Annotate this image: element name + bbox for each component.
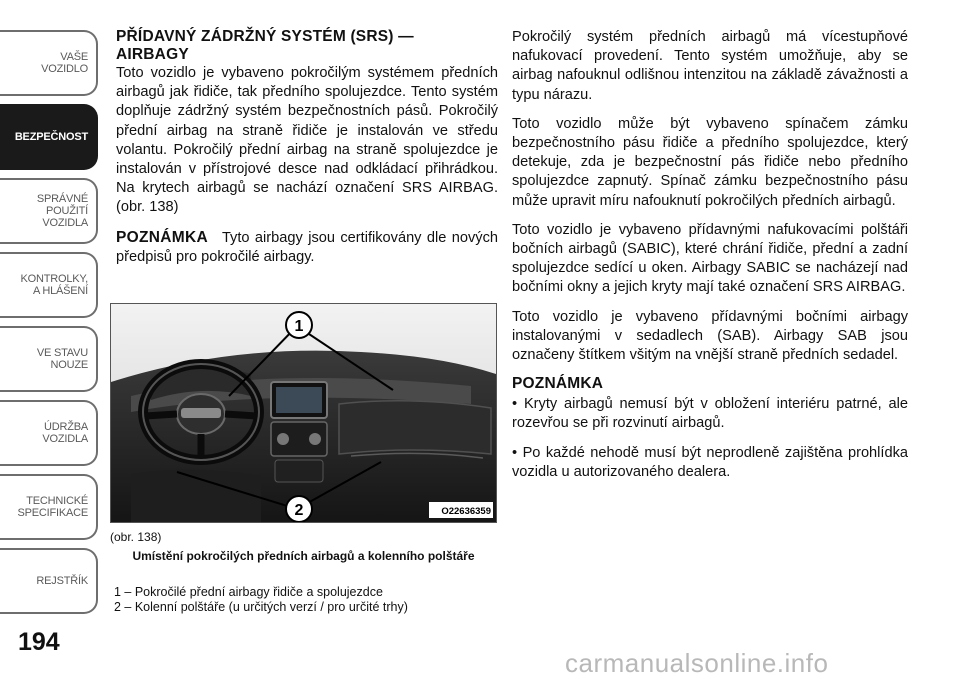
- note-bullet-2: • Po každé nehodě musí být neprodleně zajištěna prohlídka vozidla u autorizovaného dealera.: [512, 444, 908, 480]
- tab-label: VE STAVU NOUZE: [36, 347, 88, 371]
- figure-code: O22636359: [441, 506, 491, 517]
- tab-spravne-pouziti[interactable]: [0, 178, 98, 244]
- paragraph-sab: Toto vozidlo je vybaveno přídavnými bočními airbagy instalovanými v sedadlech (SAB). Airbagy SAB jsou označeny štítkem všitým na vnější straně předních sedadel.: [512, 308, 908, 364]
- tab-label: BEZPEČNOST: [14, 131, 88, 143]
- tab-label: ÚDRŽBA VOZIDLA: [42, 421, 88, 445]
- note-label: POZNÁMKA: [116, 228, 208, 246]
- note-heading: POZNÁMKA: [512, 375, 604, 393]
- dashboard-airbag-figure: [110, 303, 497, 523]
- tab-vase-vozidlo[interactable]: [0, 30, 98, 96]
- legend-item-2: 2 – Kolenní polštáře (u určitých verzí / pro určité trhy): [114, 600, 408, 614]
- figure-caption: Umístění pokročilých předních airbagů a kolenního polštáře: [132, 549, 475, 563]
- tab-label: VAŠE VOZIDLO: [41, 51, 88, 75]
- tab-rejstrik[interactable]: [0, 548, 98, 614]
- tab-technicke-specifikace[interactable]: [0, 474, 98, 540]
- tab-udrzba[interactable]: [0, 400, 98, 466]
- figure-reference: (obr. 138): [110, 530, 162, 544]
- tab-label: TECHNICKÉ SPECIFIKACE: [17, 495, 88, 519]
- watermark: carmanualsonline.info: [565, 648, 829, 678]
- figure-legend: [114, 585, 408, 615]
- section-heading: [116, 28, 498, 64]
- tab-label: KONTROLKY, A HLÁŠENÍ: [20, 273, 88, 297]
- left-column: [116, 28, 498, 267]
- tab-ve-stavu-nouze[interactable]: [0, 326, 98, 392]
- page-number: 194: [18, 628, 60, 656]
- right-column: [512, 28, 908, 492]
- paragraph-sabic: Toto vozidlo je vybaveno přídavnými nafukovacími polštáři bočních airbagů (SABIC), které chrání řidiče, přední a zadní spolujezdce sedící u oken. Airbagy SABIC se nacházejí nad bočními okny a jejich kryty mají také označení SRS AIRBAG.: [512, 221, 908, 296]
- dashboard-illustration: [111, 304, 496, 522]
- tab-bezpecnost[interactable]: [0, 104, 98, 170]
- note-bullet-1: • Kryty airbagů nemusí být v obložení interiéru patrné, ale rozevřou se při rozvinutí airbagů.: [512, 396, 908, 432]
- paragraph-buckle-switch: Toto vozidlo může být vybaveno spínačem zámku bezpečnostního pásu řidiče a předního spolujezdce, který detekuje, zda je bezpečnostní pás řidiče nebo předního spolujezdce zapnutý. Spínač zámku bezpečnostního pásu může upravit míru nafouknutí pokročilých předních airbagů.: [512, 115, 908, 209]
- intro-paragraph: Toto vozidlo je vybaveno pokročilým systémem předních airbagů jak řidiče, tak předního spolujezdce. Tento systém doplňuje zádržný systém bezpečnostních pásů. Pokročilý přední airbag na straně řidiče je instalován ve středu volantu. Pokročilý přední airbag na straně spolujezdce je instalován v přístrojové desce nad odkládací přihrádkou. Na krytech airbagů se nachází označení SRS AIRBAG. (obr. 138): [116, 65, 498, 216]
- tab-label: SPRÁVNÉ POUŽITÍ VOZIDLA: [36, 193, 88, 229]
- paragraph-multistage: Pokročilý systém předních airbagů má vícestupňové nafukovací provedení. Tento systém umožňuje, aby se airbag nafouknul odlišnou intenzitou na základě závažnosti a typu nárazu.: [512, 29, 908, 103]
- tab-label: REJSTŘÍK: [36, 575, 88, 587]
- tab-kontrolky[interactable]: [0, 252, 98, 318]
- heading-line-1: PŘÍDAVNÝ ZÁDRŽNÝ SYSTÉM (SRS) —: [116, 28, 414, 45]
- heading-line-2: AIRBAGY: [116, 46, 189, 63]
- callout-1: 1: [294, 318, 304, 335]
- callout-2: 2: [294, 502, 304, 519]
- note-text: Tyto airbagy jsou certifikovány dle nových předpisů pro pokročilé airbagy.: [116, 229, 498, 265]
- note-paragraph: [116, 228, 498, 267]
- legend-item-1: 1 – Pokročilé přední airbagy řidiče a spolujezdce: [114, 585, 383, 599]
